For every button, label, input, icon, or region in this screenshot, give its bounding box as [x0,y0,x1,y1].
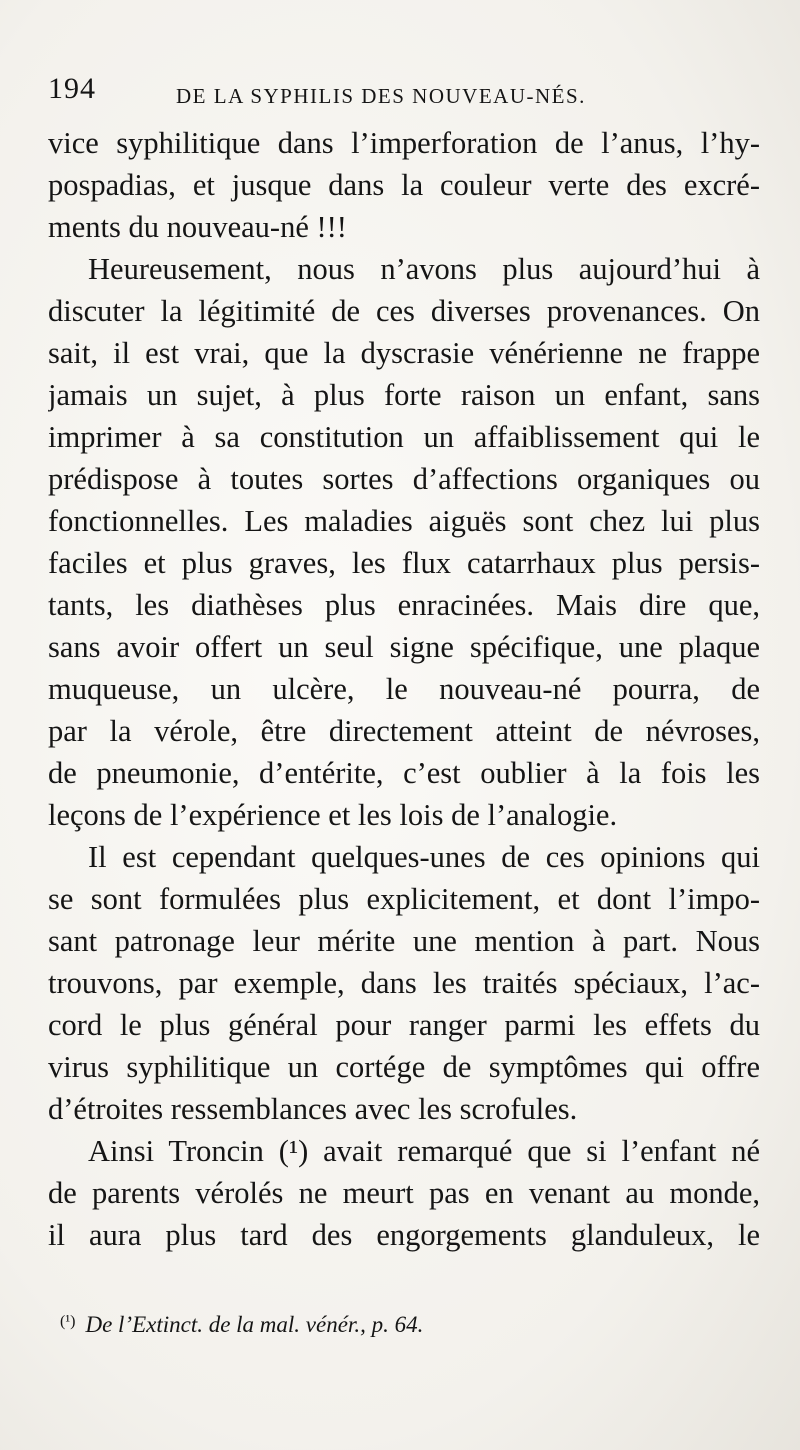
running-title: DE LA SYPHILIS DES NOUVEAU-NÉS. [176,84,586,108]
text-line: imprimer à sa constitution un affaiblissement qui le [48,420,760,454]
text-line: sait, il est vrai, que la dyscrasie vénérienne ne frappe [48,336,760,370]
text-line: tants, les diathèses plus enracinées. Mais dire que, [48,588,760,622]
text-line: ments du nouveau-né !!! [48,210,347,244]
text-line: discuter la légitimité de ces diverses provenances. On [48,294,760,328]
text-line: vice syphilitique dans l’imperforation de l’anus, l’hy- [48,126,760,160]
text-line: fonctionnelles. Les maladies aiguës sont chez lui plus [48,504,760,538]
text-line: faciles et plus graves, les flux catarrhaux plus persis- [48,546,760,580]
footnote-marker: (¹) [60,1313,76,1330]
text-line: sant patronage leur mérite une mention à part. Nous [48,924,760,958]
text-line: il aura plus tard des engorgements glanduleux, le [48,1218,760,1252]
page-number: 194 [48,72,96,105]
text-line: d’étroites ressemblances avec les scrofules. [48,1092,578,1126]
body-text [48,122,760,1256]
text-line: sans avoir offert un seul signe spécifique, une plaque [48,630,760,664]
text-line: cord le plus général pour ranger parmi les effets du [48,1008,760,1042]
text-line: de pneumonie, d’entérite, c’est oublier à la fois les [48,756,760,790]
page-header [48,72,748,112]
text-line: jamais un sujet, à plus forte raison un enfant, sans [48,378,760,412]
text-line: leçons de l’expérience et les lois de l’analogie. [48,798,618,832]
footnote [60,1312,423,1338]
text-line: de parents vérolés ne meurt pas en venant au monde, [48,1176,760,1210]
text-line: prédispose à toutes sortes d’affections organiques ou [48,462,760,496]
text-line: par la vérole, être directement atteint de névroses, [48,714,760,748]
footnote-text: De l’Extinct. de la mal. vénér., p. 64. [85,1312,424,1337]
text-line: trouvons, par exemple, dans les traités spéciaux, l’ac- [48,966,760,1000]
text-line: muqueuse, un ulcère, le nouveau-né pourra, de [48,672,760,706]
text-line: Il est cependant quelques-unes de ces opinions qui [88,840,760,874]
text-line: Heureusement, nous n’avons plus aujourd’hui à [88,252,760,286]
text-line: virus syphilitique un cortége de symptômes qui offre [48,1050,760,1084]
text-line: se sont formulées plus explicitement, et dont l’impo- [48,882,760,916]
text-line: pospadias, et jusque dans la couleur verte des excré- [48,168,760,202]
text-line: Ainsi Troncin (¹) avait remarqué que si l’enfant né [88,1134,760,1168]
